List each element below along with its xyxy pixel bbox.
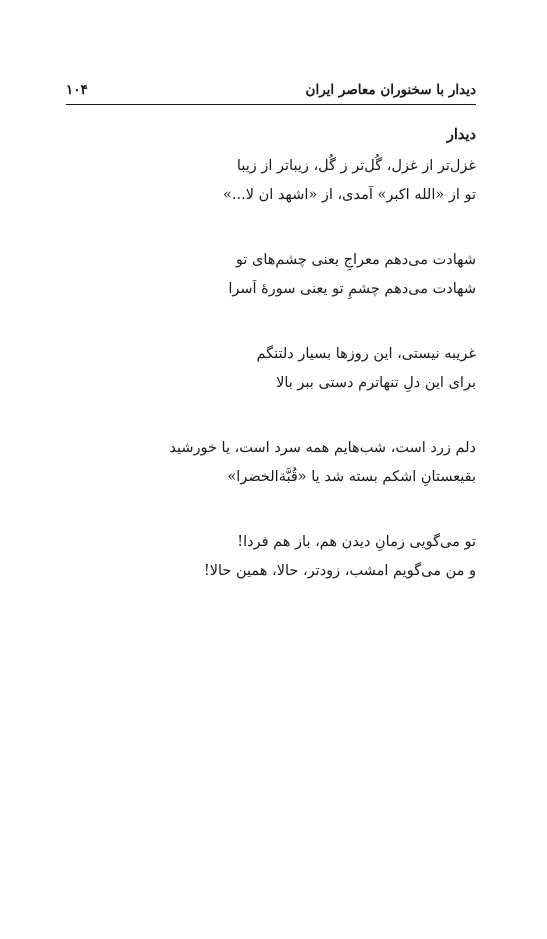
header-rule	[66, 104, 476, 105]
poem	[56, 124, 476, 622]
stanza	[56, 152, 476, 210]
poem-line: تو از «الله اکبر» آمدی، از «اشهد ان لا...»	[223, 187, 476, 203]
poem-line: تو می‌گویی زمانِ دیدن هم، باز هم فردا!	[237, 534, 476, 550]
poem-line: شهادت می‌دهم معراجِ یعنی چشم‌های تو	[235, 252, 476, 268]
poem-line: غزل‌تر از غزل، گُل‌تر ز گُل، زیباتر از زیبا	[236, 158, 476, 174]
page-header	[66, 80, 476, 104]
stanza	[56, 434, 476, 492]
poem-line: دلم زرد است، شب‌هایم همه سرد است، یا خورشید	[169, 440, 476, 456]
poem-line: بقیعستانِ اشکم بسته شد یا «قُبَّةالخضرا»	[227, 469, 476, 485]
poem-line: برای این دلِ تنهاترم دستی ببر بالا	[276, 375, 476, 391]
poem-line: و من می‌گویم امشب، زودتر، حالا، همین حالا!	[203, 563, 476, 579]
poem-line: شهادت می‌دهم چشمِ تو یعنی سورهٔ اَسرا	[228, 281, 476, 297]
page-number: ۱۰۴	[66, 82, 88, 98]
poem-line: غریبه نیستی، این روزها بسیار دلتنگم	[256, 346, 476, 362]
poem-title: دیدار	[446, 126, 476, 143]
stanza	[56, 528, 476, 586]
stanza	[56, 246, 476, 304]
running-title: دیدار با سخنوران معاصر ایران	[305, 82, 476, 98]
stanza	[56, 340, 476, 398]
